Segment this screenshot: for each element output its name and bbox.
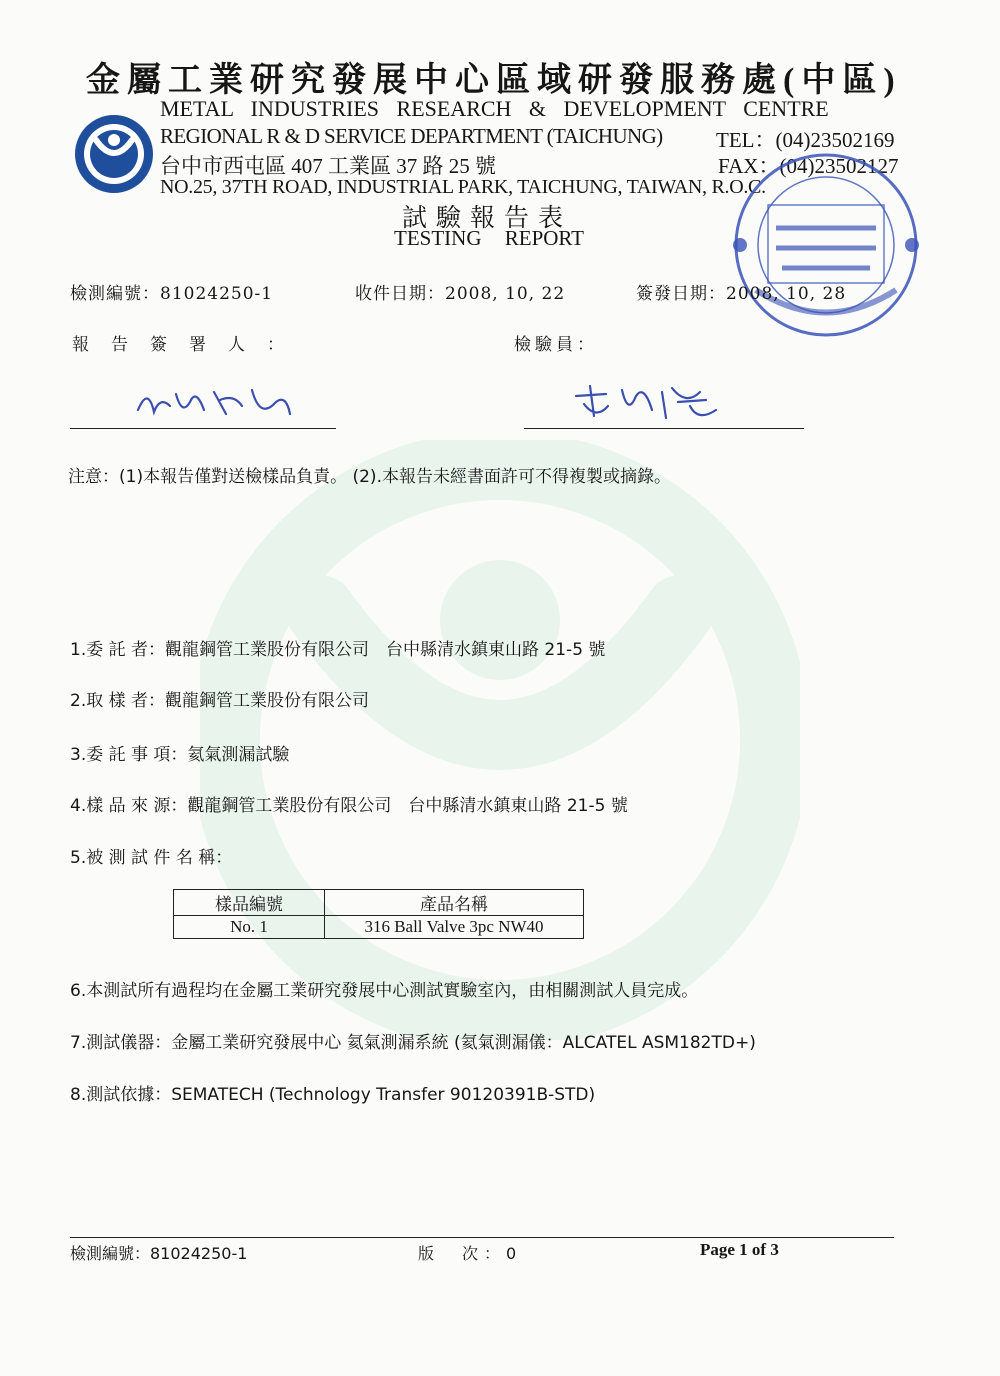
- table-cell: No. 1: [174, 916, 325, 939]
- footer-page-number: Page 1 of 3: [700, 1240, 779, 1259]
- report-number: 檢測編號：81024250-1: [70, 284, 274, 304]
- report-signer-label: 報告簽署人：: [72, 335, 306, 355]
- item-client: 1.委 託 者：觀龍鋼管工業股份有限公司 台中縣清水鎮東山路 21-5 號: [70, 640, 606, 660]
- organization-name-english: METAL INDUSTRIES RESEARCH & DEVELOPMENT CENTRE: [160, 96, 829, 121]
- signer-signature-line: [70, 428, 336, 429]
- organization-name-chinese: 金屬工業研究發展中心區域研發服務處(中區): [86, 62, 902, 99]
- signer-signature: [130, 376, 300, 428]
- item-sampler: 2.取 樣 者：觀龍鋼管工業股份有限公司: [70, 691, 370, 711]
- report-title-english: TESTING REPORT: [394, 226, 584, 250]
- mirdc-watermark: [200, 440, 800, 1040]
- department-name-english: REGIONAL R & D SERVICE DEPARTMENT (TAICHUNG): [160, 124, 663, 148]
- mirdc-logo: [72, 112, 156, 196]
- address-english: NO.25, 37TH ROAD, INDUSTRIAL PARK, TAICHUNG, TAIWAN, R.O.C.: [160, 176, 766, 198]
- item-commission: 3.委 託 事 項：氦氣測漏試驗: [70, 745, 290, 765]
- table-row: [174, 916, 584, 939]
- inspector-signature: [566, 376, 736, 428]
- table-header-cell: 產品名稱: [325, 890, 584, 916]
- inspector-signature-line: [524, 428, 804, 429]
- fax: FAX：(04)23502127: [718, 154, 899, 178]
- notice-text: 注意：(1)本報告僅對送檢樣品負責。 (2).本報告未經書面許可不得複製或摘錄。: [68, 467, 671, 487]
- footer-version: 版 次：0: [418, 1244, 523, 1263]
- item-test-instrument: 7.測試儀器：金屬工業研究發展中心 氦氣測漏系統 (氦氣測漏儀：ALCATEL ASM182TD+): [70, 1033, 756, 1053]
- telephone: TEL：(04)23502169: [716, 128, 895, 152]
- table-cell: 316 Ball Valve 3pc NW40: [325, 916, 584, 939]
- table-header-cell: 樣品編號: [174, 890, 325, 916]
- item-test-piece-name: 5.被 測 試 件 名 稱：: [70, 848, 233, 868]
- official-seal-stamp: [716, 150, 936, 340]
- address-chinese: 台中市西屯區 407 工業區 37 路 25 號: [160, 154, 496, 178]
- table-header-row: [174, 890, 584, 916]
- report-title-chinese: 試驗報告表: [402, 205, 573, 232]
- item-test-location: 6.本測試所有過程均在金屬工業研究發展中心測試實驗室內，由相關測試人員完成。: [70, 981, 699, 1001]
- receive-date: 收件日期：2008, 10, 22: [355, 284, 566, 304]
- item-test-standard: 8.測試依據：SEMATECH (Technology Transfer 90120391B-STD): [70, 1085, 596, 1105]
- item-sample-source: 4.樣 品 來 源：觀龍鋼管工業股份有限公司 台中縣清水鎮東山路 21-5 號: [70, 796, 628, 816]
- issue-date: 簽發日期：2008, 10, 28: [636, 284, 847, 304]
- sample-table: [173, 889, 584, 939]
- footer-report-number: 檢測編號：81024250-1: [70, 1244, 248, 1263]
- inspector-label: 檢驗員：: [514, 335, 598, 355]
- footer-divider: [70, 1237, 894, 1238]
